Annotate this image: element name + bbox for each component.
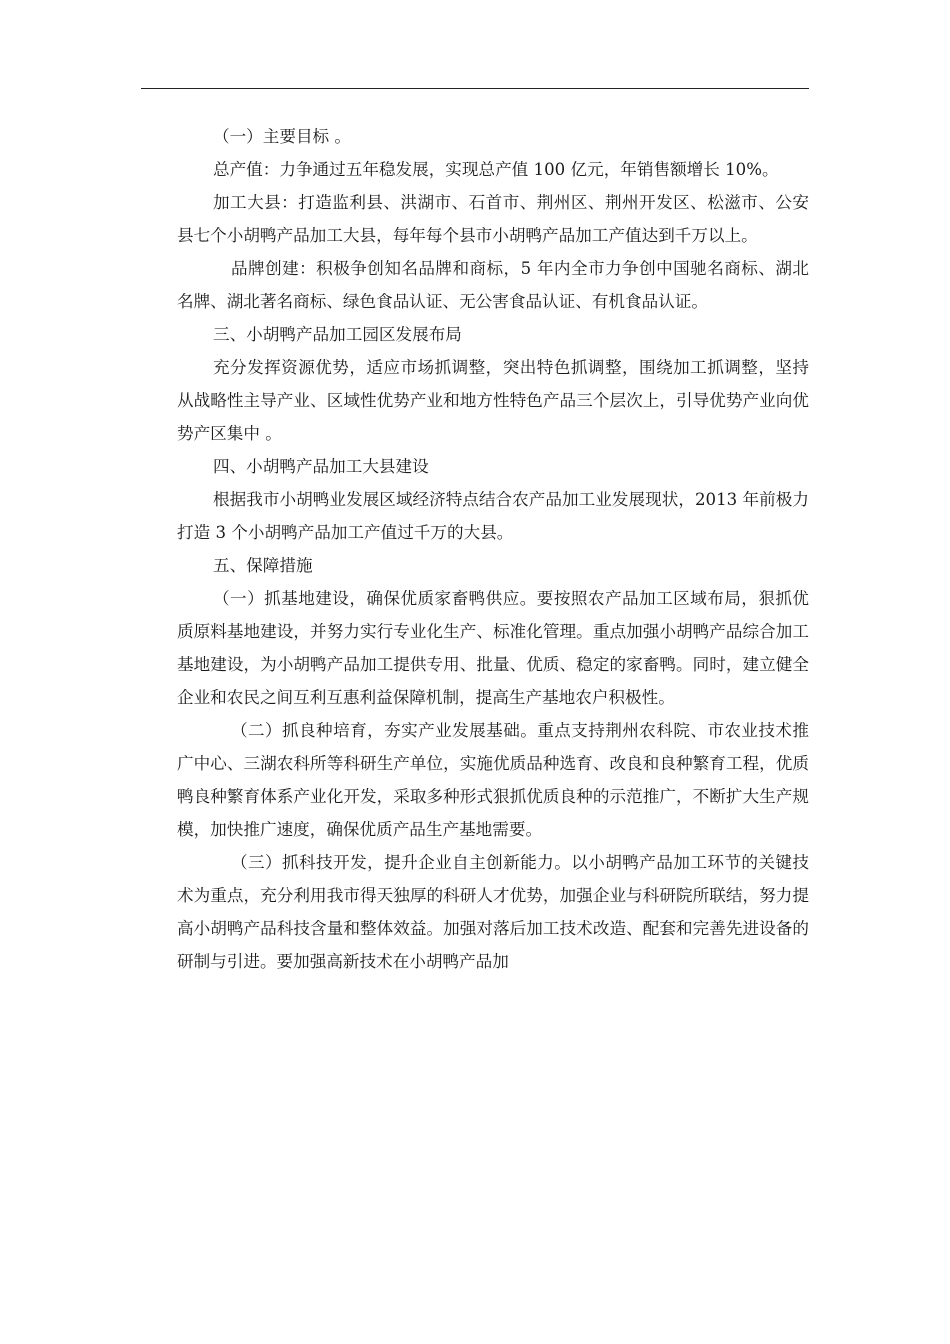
paragraph-park-layout: 充分发挥资源优势，适应市场抓调整，突出特色抓调整，围绕加工抓调整，坚持从战略性主导产业、区域性优势产业和地方性特色产品三个层次上，引导优势产业向优势产区集中 。 (177, 358, 809, 443)
document-body (177, 120, 809, 978)
paragraph-breeding: （二）抓良种培育，夯实产业发展基础。重点支持荆州农科院、市农业技术推广中心、三湖农科所等科研生产单位，实施优质品种选育、改良和良种繁育工程，优质鸭良种繁育体系产业化开发，采取多种形式狠抓优质良种的示范推广，不断扩大生产规模，加快推广速度，确保优质产品生产基地需要。 (177, 721, 809, 839)
paragraph-base-construction: （一）抓基地建设，确保优质家畜鸭供应。要按照农产品加工区域布局，狠抓优质原料基地建设，并努力实行专业化生产、标准化管理。重点加强小胡鸭产品综合加工基地建设，为小胡鸭产品加工提供专用、批量、优质、稳定的家畜鸭。同时，建立健全企业和农民之间互利互惠利益保障机制，提高生产基地农户积极性。 (177, 589, 809, 707)
section-heading-main-goals: （一）主要目标 。 (213, 127, 352, 146)
section-heading-county-construction: 四、小胡鸭产品加工大县建设 (213, 457, 429, 476)
paragraph-processing-counties: 加工大县：打造监利县、洪湖市、石首市、荆州区、荆州开发区、松滋市、公安县七个小胡鸭产品加工大县，每年每个县市小胡鸭产品加工产值达到千万以上。 (177, 193, 809, 245)
paragraph-brand-building: 品牌创建：积极争创知名品牌和商标，5 年内全市力争创中国驰名商标、湖北名牌、湖北著名商标、绿色食品认证、无公害食品认证、有机食品认证。 (177, 259, 809, 311)
paragraph-county-construction: 根据我市小胡鸭业发展区域经济特点结合农产品加工业发展现状，2013 年前极力打造 3 个小胡鸭产品加工产值过千万的大县。 (177, 490, 809, 542)
paragraph-technology: （三）抓科技开发，提升企业自主创新能力。以小胡鸭产品加工环节的关键技术为重点，充分利用我市得天独厚的科研人才优势，加强企业与科研院所联结，努力提高小胡鸭产品科技含量和整体效益。加强对落后加工技术改造、配套和完善先进设备的研制与引进。要加强高新技术在小胡鸭产品加 (177, 853, 809, 971)
section-heading-park-layout: 三、小胡鸭产品加工园区发展布局 (213, 325, 462, 344)
header-rule (141, 88, 809, 89)
paragraph-total-output: 总产值：力争通过五年稳发展，实现总产值 100 亿元，年销售额增长 10%。 (213, 160, 779, 179)
section-heading-safeguards: 五、保障措施 (213, 556, 313, 575)
